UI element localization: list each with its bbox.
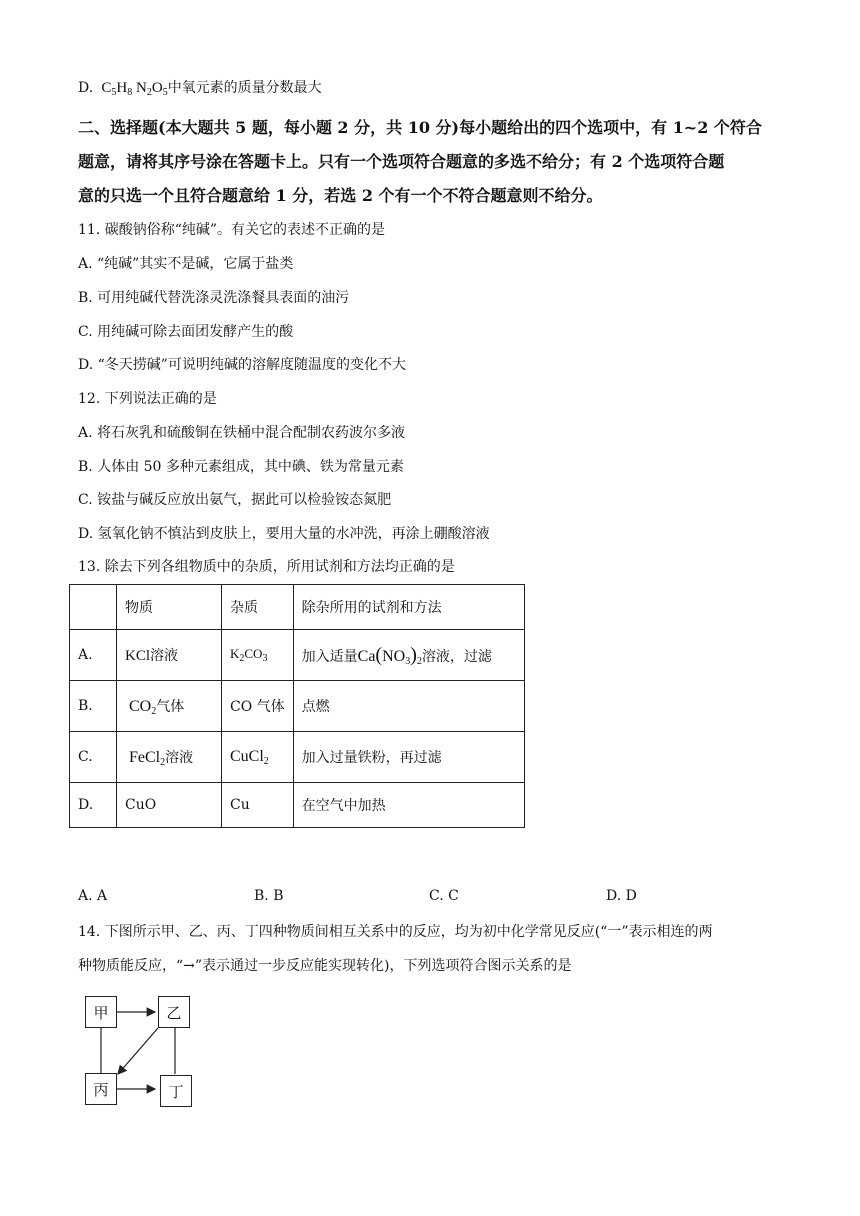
- q12-option-a: A. 将石灰乳和硫酸铜在铁桶中混合配制农药波尔多液: [78, 425, 406, 441]
- q13-option-a: A. A: [78, 888, 108, 904]
- row-label: C.: [70, 732, 117, 783]
- node-jia: 甲: [85, 996, 117, 1028]
- row-label: D.: [70, 783, 117, 828]
- section2-line1: 二、选择题(本大题共 5 题，每小题 2 分，共 10 分)每小题给出的四个选项中，有 1~2 个符合: [78, 118, 762, 137]
- q13-stem: 13. 除去下列各组物质中的杂质，所用试剂和方法均正确的是: [78, 559, 455, 575]
- row-impurity: $K_2CO_3$: [222, 630, 294, 681]
- row-impurity: Cu: [222, 783, 294, 828]
- q12-option-c: C. 铵盐与碱反应放出氨气，据此可以检验铵态氮肥: [78, 492, 392, 508]
- header-substance: 物质: [117, 585, 222, 630]
- section2-line2: 题意，请将其序号涂在答题卡上。只有一个选项符合题意的多选不给分；有 2 个选项符合题: [78, 152, 725, 171]
- row-impurity: CO 气体: [222, 681, 294, 732]
- row-substance: KCl溶液: [117, 630, 222, 681]
- header-method: 除杂所用的试剂和方法: [293, 585, 524, 630]
- q14-stem-line1: 14. 下图所示甲、乙、丙、丁四种物质间相互关系中的反应，均为初中化学常见反应(“一”表示相连的两: [78, 924, 713, 940]
- row-substance: FeCl$_2$溶液: [117, 732, 222, 783]
- row-method: 点燃: [293, 681, 524, 732]
- q11-option-c: C. 用纯碱可除去面团发酵产生的酸: [78, 324, 294, 340]
- q13-option-d: D. D: [606, 888, 637, 904]
- q11-option-a: A. “纯碱”其实不是碱，它属于盐类: [78, 256, 294, 272]
- node-yi: 乙: [158, 996, 190, 1028]
- formula-c5h8n2o5: $C_5H_8$ $N_2O_5$: [97, 80, 168, 98]
- arrow-yi-to-bing: [118, 1028, 158, 1074]
- q10-option-d: D. $C_5H_8$ $N_2O_5$中氧元素的质量分数最大: [78, 80, 322, 98]
- q13-option-c: C. C: [429, 888, 459, 904]
- q11-stem: 11. 碳酸钠俗称“纯碱”。有关它的表述不正确的是: [78, 222, 386, 238]
- q12-option-d: D. 氢氧化钠不慎沾到皮肤上，要用大量的水冲洗，再涂上硼酸溶液: [78, 526, 490, 542]
- row-impurity: CuCl$_2$: [222, 732, 294, 783]
- section2-line3: 意的只选一个且符合题意给 1 分，若选 2 个有一个不符合题意则不给分。: [78, 186, 603, 205]
- q12-stem: 12. 下列说法正确的是: [78, 391, 217, 407]
- node-ding: 丁: [160, 1075, 192, 1107]
- row-substance: $CO_2$气体: [117, 681, 222, 732]
- q13-option-b: B. B: [254, 888, 284, 904]
- row-method: 在空气中加热: [293, 783, 524, 828]
- q11-option-b: B. 可用纯碱代替洗涤灵洗涤餐具表面的油污: [78, 290, 350, 306]
- row-method: 加入适量$Ca(NO_3)_2$溶液，过滤: [293, 630, 524, 681]
- row-label: B.: [70, 681, 117, 732]
- row-substance: CuO: [117, 783, 222, 828]
- q11-option-d: D. “冬天捞碱”可说明纯碱的溶解度随温度的变化不大: [78, 357, 406, 373]
- header-impurity: 杂质: [222, 585, 294, 630]
- row-method: 加入过量铁粉，再过滤: [293, 732, 524, 783]
- row-label: A.: [70, 630, 117, 681]
- q12-option-b: B. 人体由 50 多种元素组成，其中碘、铁为常量元素: [78, 459, 404, 475]
- q14-stem-line2: 种物质能反应，“→”表示通过一步反应能实现转化)，下列选项符合图示关系的是: [78, 958, 572, 974]
- node-bing: 丙: [85, 1073, 117, 1105]
